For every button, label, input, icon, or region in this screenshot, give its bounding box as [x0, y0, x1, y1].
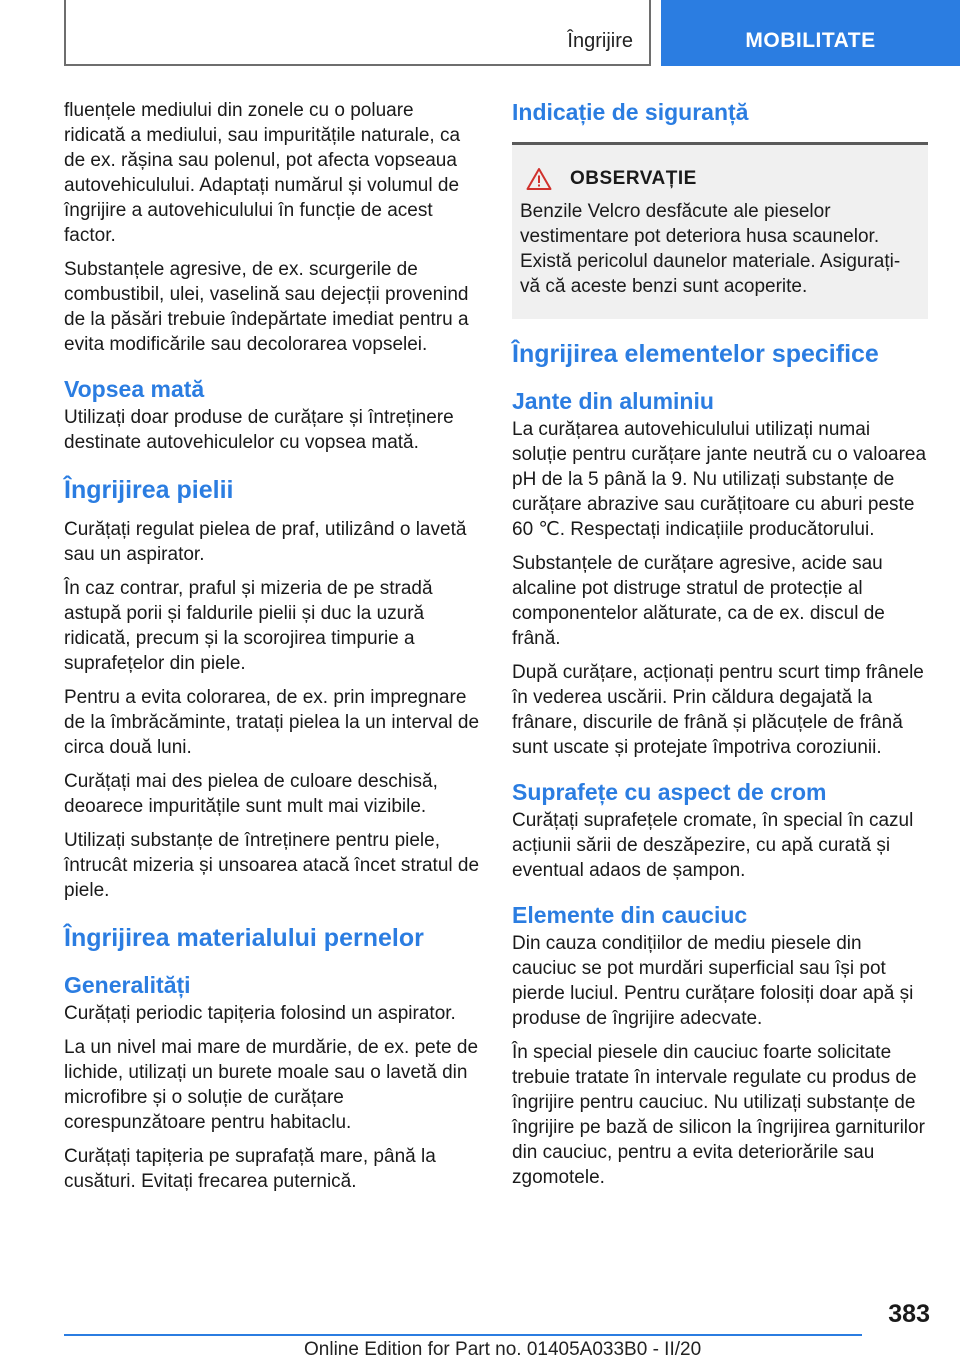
heading-jante-aluminiu: Jante din aluminiu — [512, 388, 714, 414]
paragraph: Curățați mai des pielea de culoare deschisă, deoarece impuritățile sunt mult mai vizibile. — [64, 771, 438, 817]
heading-materialul-pernelor: Îngrijirea materialului pernelor — [64, 924, 424, 952]
footer-edition: Online Edition for Part no. 01405A033B0 - II/20 — [304, 1339, 702, 1360]
paragraph: fluențele mediului din zonele cu o poluare ridicată a mediului, sau impuritățile naturale, ca de ex. rășina sau polenul, pot afecta vopseaua autovehiculului. Adaptați numărul și volumul de îngrijire a autovehiculului în funcție de acest factor. — [64, 100, 461, 246]
notice-title: OBSERVAȚIE — [570, 168, 697, 189]
paragraph: Substanțele de curățare agresive, acide sau alcaline pot distruge stratul de protecție al componentelor alăturate, ca de ex. discul de frână. — [512, 553, 885, 649]
heading-elemente-specifice: Îngrijirea elementelor specifice — [512, 340, 879, 368]
paragraph: Curățați tapițeria pe suprafață mare, până la cusături. Evitați frecarea puternică. — [64, 1146, 436, 1192]
heading-elemente-cauciuc: Elemente din cauciuc — [512, 902, 748, 928]
warning-triangle-icon — [526, 167, 552, 191]
heading-indicatie-siguranta: Indicație de siguranță — [512, 99, 749, 125]
left-column — [64, 98, 480, 1203]
heading-vopsea-mata: Vopsea mată — [64, 376, 205, 402]
right-column — [512, 98, 928, 1199]
notice-header — [526, 167, 920, 191]
header-section-tab: MOBILITATE — [661, 0, 960, 66]
notice-box — [512, 142, 928, 319]
paragraph: Curățați regulat pielea de praf, utilizând o lavetă sau un aspirator. — [64, 519, 467, 565]
paragraph: Din cauza condițiilor de mediu piesele din cauciuc se pot murdări superficial sau își pot pierde luciul. Pentru curățare folosiți doar apă și produse de îngrijire adecvate. — [512, 933, 914, 1029]
paragraph: La un nivel mai mare de murdărie, de ex. pete de lichide, utilizați un burete moale sau o lavetă din microfibre și o soluție de curățare corespunzătoare pentru habitaclu. — [64, 1037, 479, 1133]
page-header — [0, 0, 960, 66]
paragraph: Utilizați substanțe de întreținere pentru piele, întrucât mizeria și unsoarea atacă încet stratul de piele. — [64, 830, 480, 901]
paragraph: Curățați suprafețele cromate, în special în cazul acțiunii sării de deszăpezire, cu apă curată și eventual adaos de șampon. — [512, 810, 914, 881]
paragraph: După curățare, acționați pentru scurt timp frânele în vederea uscării. Prin căldura degajată la frânare, discurile de frână și plăcuțele de frână sunt uscate și protejate împotriva coroziunii. — [512, 662, 924, 758]
footer-divider — [64, 1334, 862, 1336]
heading-ingrijirea-pielii: Îngrijirea pielii — [64, 476, 234, 504]
paragraph: Substanțele agresive, de ex. scurgerile de combustibil, ulei, vaselină sau dejecții provenind de la păsări trebuie îndepărtate imediat pentru a evita modificările sau decolorarea vopselei. — [64, 259, 469, 355]
paragraph: Curățați periodic tapițeria folosind un aspirator. — [64, 1003, 456, 1024]
notice-text: Benzile Velcro desfăcute ale pieselor vestimentare pot deteriora husa scaunelor. Există pericolul daunelor materiale. Asigurați-vă că aceste benzi sunt acoperite. — [520, 201, 901, 297]
paragraph: Pentru a evita colorarea, de ex. prin impregnare de la îmbrăcăminte, tratați pielea la un interval de circa două luni. — [64, 687, 480, 758]
heading-suprafete-crom: Suprafețe cu aspect de crom — [512, 779, 827, 805]
paragraph: Utilizați doar produse de curățare și întreținere destinate autovehiculelor cu vopsea mată. — [64, 407, 454, 453]
page-number: 383 — [888, 1300, 930, 1328]
heading-generalitati: Generalități — [64, 972, 191, 998]
paragraph: La curățarea autovehiculului utilizați numai soluție pentru curățare jante neutră cu o valoarea pH de la 5 până la 9. Nu utilizați substanțe de curățare abrazive sau curățitoare cu aburi peste 60 ℃. Respectați indicațiile producătorului. — [512, 419, 927, 540]
paragraph: În caz contrar, praful și mizeria de pe stradă astupă porii și faldurile pielii și duc la uzură ridicată, precum și la scorojirea timpurie a suprafețelor din piele. — [64, 578, 433, 674]
header-chapter: Îngrijire — [567, 30, 633, 52]
paragraph: În special piesele din cauciuc foarte solicitate trebuie tratate în intervale regulate cu produs de îngrijire pentru cauciuc. Nu utilizați substanțe de îngrijire pe bază de silicon la îngrijirea garniturilor din cauciuc, pentru a evita deteriorările sau zgomotele. — [512, 1042, 925, 1188]
header-chapter-box — [64, 0, 651, 66]
